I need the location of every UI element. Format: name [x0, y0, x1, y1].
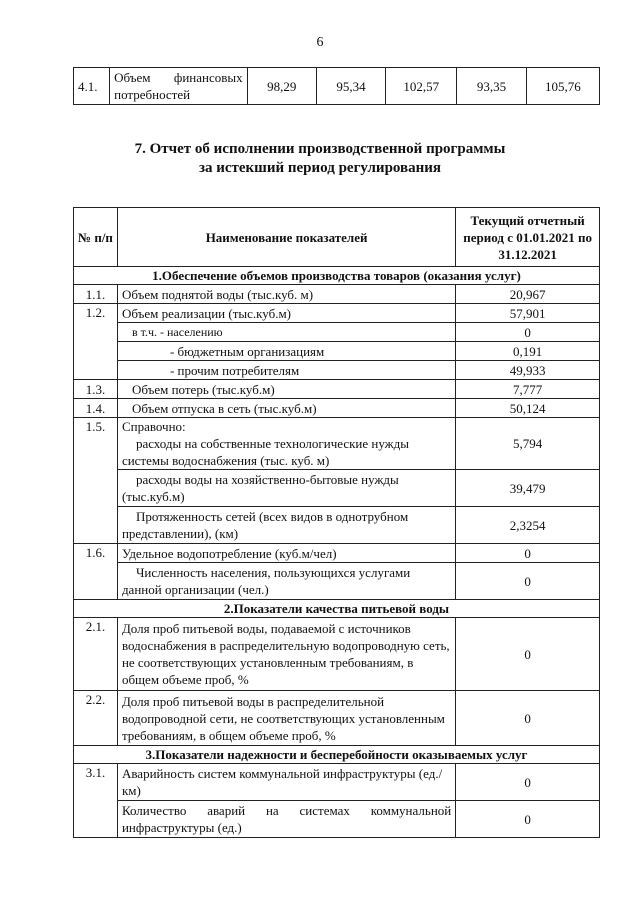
row-number: 1.2. — [74, 304, 118, 380]
value-cell: 5,794 — [456, 418, 600, 470]
section-label: 3.Показатели надежности и бесперебойности оказываемых услуг — [74, 746, 600, 764]
row-number: 4.1. — [74, 68, 110, 105]
table-row — [74, 342, 600, 361]
section-label: 2.Показатели качества питьевой воды — [74, 600, 600, 618]
table-header — [74, 208, 600, 267]
value-cell: 0,191 — [456, 342, 600, 361]
row-label: расходы воды на хозяйственно-бытовые нужды (тыс.куб.м) — [117, 470, 455, 507]
table-row — [74, 380, 600, 399]
table-row — [74, 361, 600, 380]
value-cell: 0 — [456, 618, 600, 691]
title-line: 7. Отчет об исполнении производственной программы — [134, 141, 506, 157]
table-row — [74, 764, 600, 801]
value-cell: 0 — [456, 323, 600, 342]
header-period: Текущий отчетный период с 01.01.2021 по 31.12.2021 — [456, 208, 600, 267]
value-cell: 0 — [456, 801, 600, 838]
value-cell: 98,29 — [247, 68, 316, 105]
table-row — [74, 68, 600, 105]
section-row — [74, 267, 600, 285]
table-row — [74, 691, 600, 746]
row-label: Доля проб питьевой воды в распределительной водопроводной сети, не соответствующих установленным требованиям, в общем объеме проб, % — [117, 691, 455, 746]
header-num: № п/п — [74, 208, 118, 267]
row-label: Объем поднятой воды (тыс.куб. м) — [117, 285, 455, 304]
value-cell: 0 — [456, 691, 600, 746]
row-number: 1.1. — [74, 285, 118, 304]
row-label: Удельное водопотребление (куб.м/чел) — [117, 544, 455, 563]
section-label: 1.Обеспечение объемов производства товаров (оказания услуг) — [74, 267, 600, 285]
table-row — [74, 304, 600, 323]
row-label: Протяженность сетей (всех видов в однотрубном представлении), (км) — [117, 507, 455, 544]
header-name: Наименование показателей — [117, 208, 455, 267]
row-label: Количество аварий на системах коммунальной инфраструктуры (ед.) — [117, 801, 455, 838]
row-label-line: Справочно: — [121, 419, 186, 434]
row-label-line: расходы на собственные технологические нужды системы водоснабжения (тыс. куб. м) — [121, 436, 410, 468]
table-row — [74, 618, 600, 691]
row-label: Доля проб питьевой воды, подаваемой с источников водоснабжения в распределительную водопроводную сеть, не соответствующих установленным требованиям, в общем объеме проб, % — [117, 618, 455, 691]
production-report-table — [73, 207, 600, 838]
table-row — [74, 507, 600, 544]
section-row — [74, 600, 600, 618]
row-label: Объем потерь (тыс.куб.м) — [117, 380, 455, 399]
value-cell: 57,901 — [456, 304, 600, 323]
value-cell: 0 — [456, 544, 600, 563]
table-row — [74, 323, 600, 342]
section-title — [0, 140, 640, 178]
table-row — [74, 399, 600, 418]
row-label: Объем отпуска в сеть (тыс.куб.м) — [117, 399, 455, 418]
table-row — [74, 563, 600, 600]
row-label: Объем реализации (тыс.куб.м) — [117, 304, 455, 323]
table-row — [74, 285, 600, 304]
value-cell: 95,34 — [316, 68, 385, 105]
row-number: 1.5. — [74, 418, 118, 544]
row-label: Аварийность систем коммунальной инфраструктуры (ед./км) — [117, 764, 455, 801]
row-number: 1.6. — [74, 544, 118, 600]
row-label: - бюджетным организациям — [117, 342, 455, 361]
table-row — [74, 470, 600, 507]
row-label: Численность населения, пользующихся услугами данной организации (чел.) — [117, 563, 455, 600]
title-line: за истекший период регулирования — [198, 160, 442, 176]
row-number: 2.1. — [74, 618, 118, 691]
table-row — [74, 801, 600, 838]
value-cell: 49,933 — [456, 361, 600, 380]
value-cell: 0 — [456, 563, 600, 600]
row-number: 3.1. — [74, 764, 118, 838]
row-label: - прочим потребителям — [117, 361, 455, 380]
value-cell: 93,35 — [457, 68, 526, 105]
value-cell: 102,57 — [386, 68, 457, 105]
row-label: в т.ч. - населению — [117, 323, 455, 342]
section-row — [74, 746, 600, 764]
value-cell: 39,479 — [456, 470, 600, 507]
row-label: Объем финансовых потребностей — [110, 68, 248, 105]
value-cell: 105,76 — [526, 68, 599, 105]
row-number: 2.2. — [74, 691, 118, 746]
value-cell: 7,777 — [456, 380, 600, 399]
table-row — [74, 544, 600, 563]
value-cell: 2,3254 — [456, 507, 600, 544]
value-cell: 50,124 — [456, 399, 600, 418]
row-label — [117, 418, 455, 470]
value-cell: 20,967 — [456, 285, 600, 304]
table-row — [74, 418, 600, 470]
page-number: 6 — [316, 35, 324, 50]
row-number: 1.4. — [74, 399, 118, 418]
value-cell: 0 — [456, 764, 600, 801]
financial-needs-table — [73, 67, 600, 105]
row-number: 1.3. — [74, 380, 118, 399]
